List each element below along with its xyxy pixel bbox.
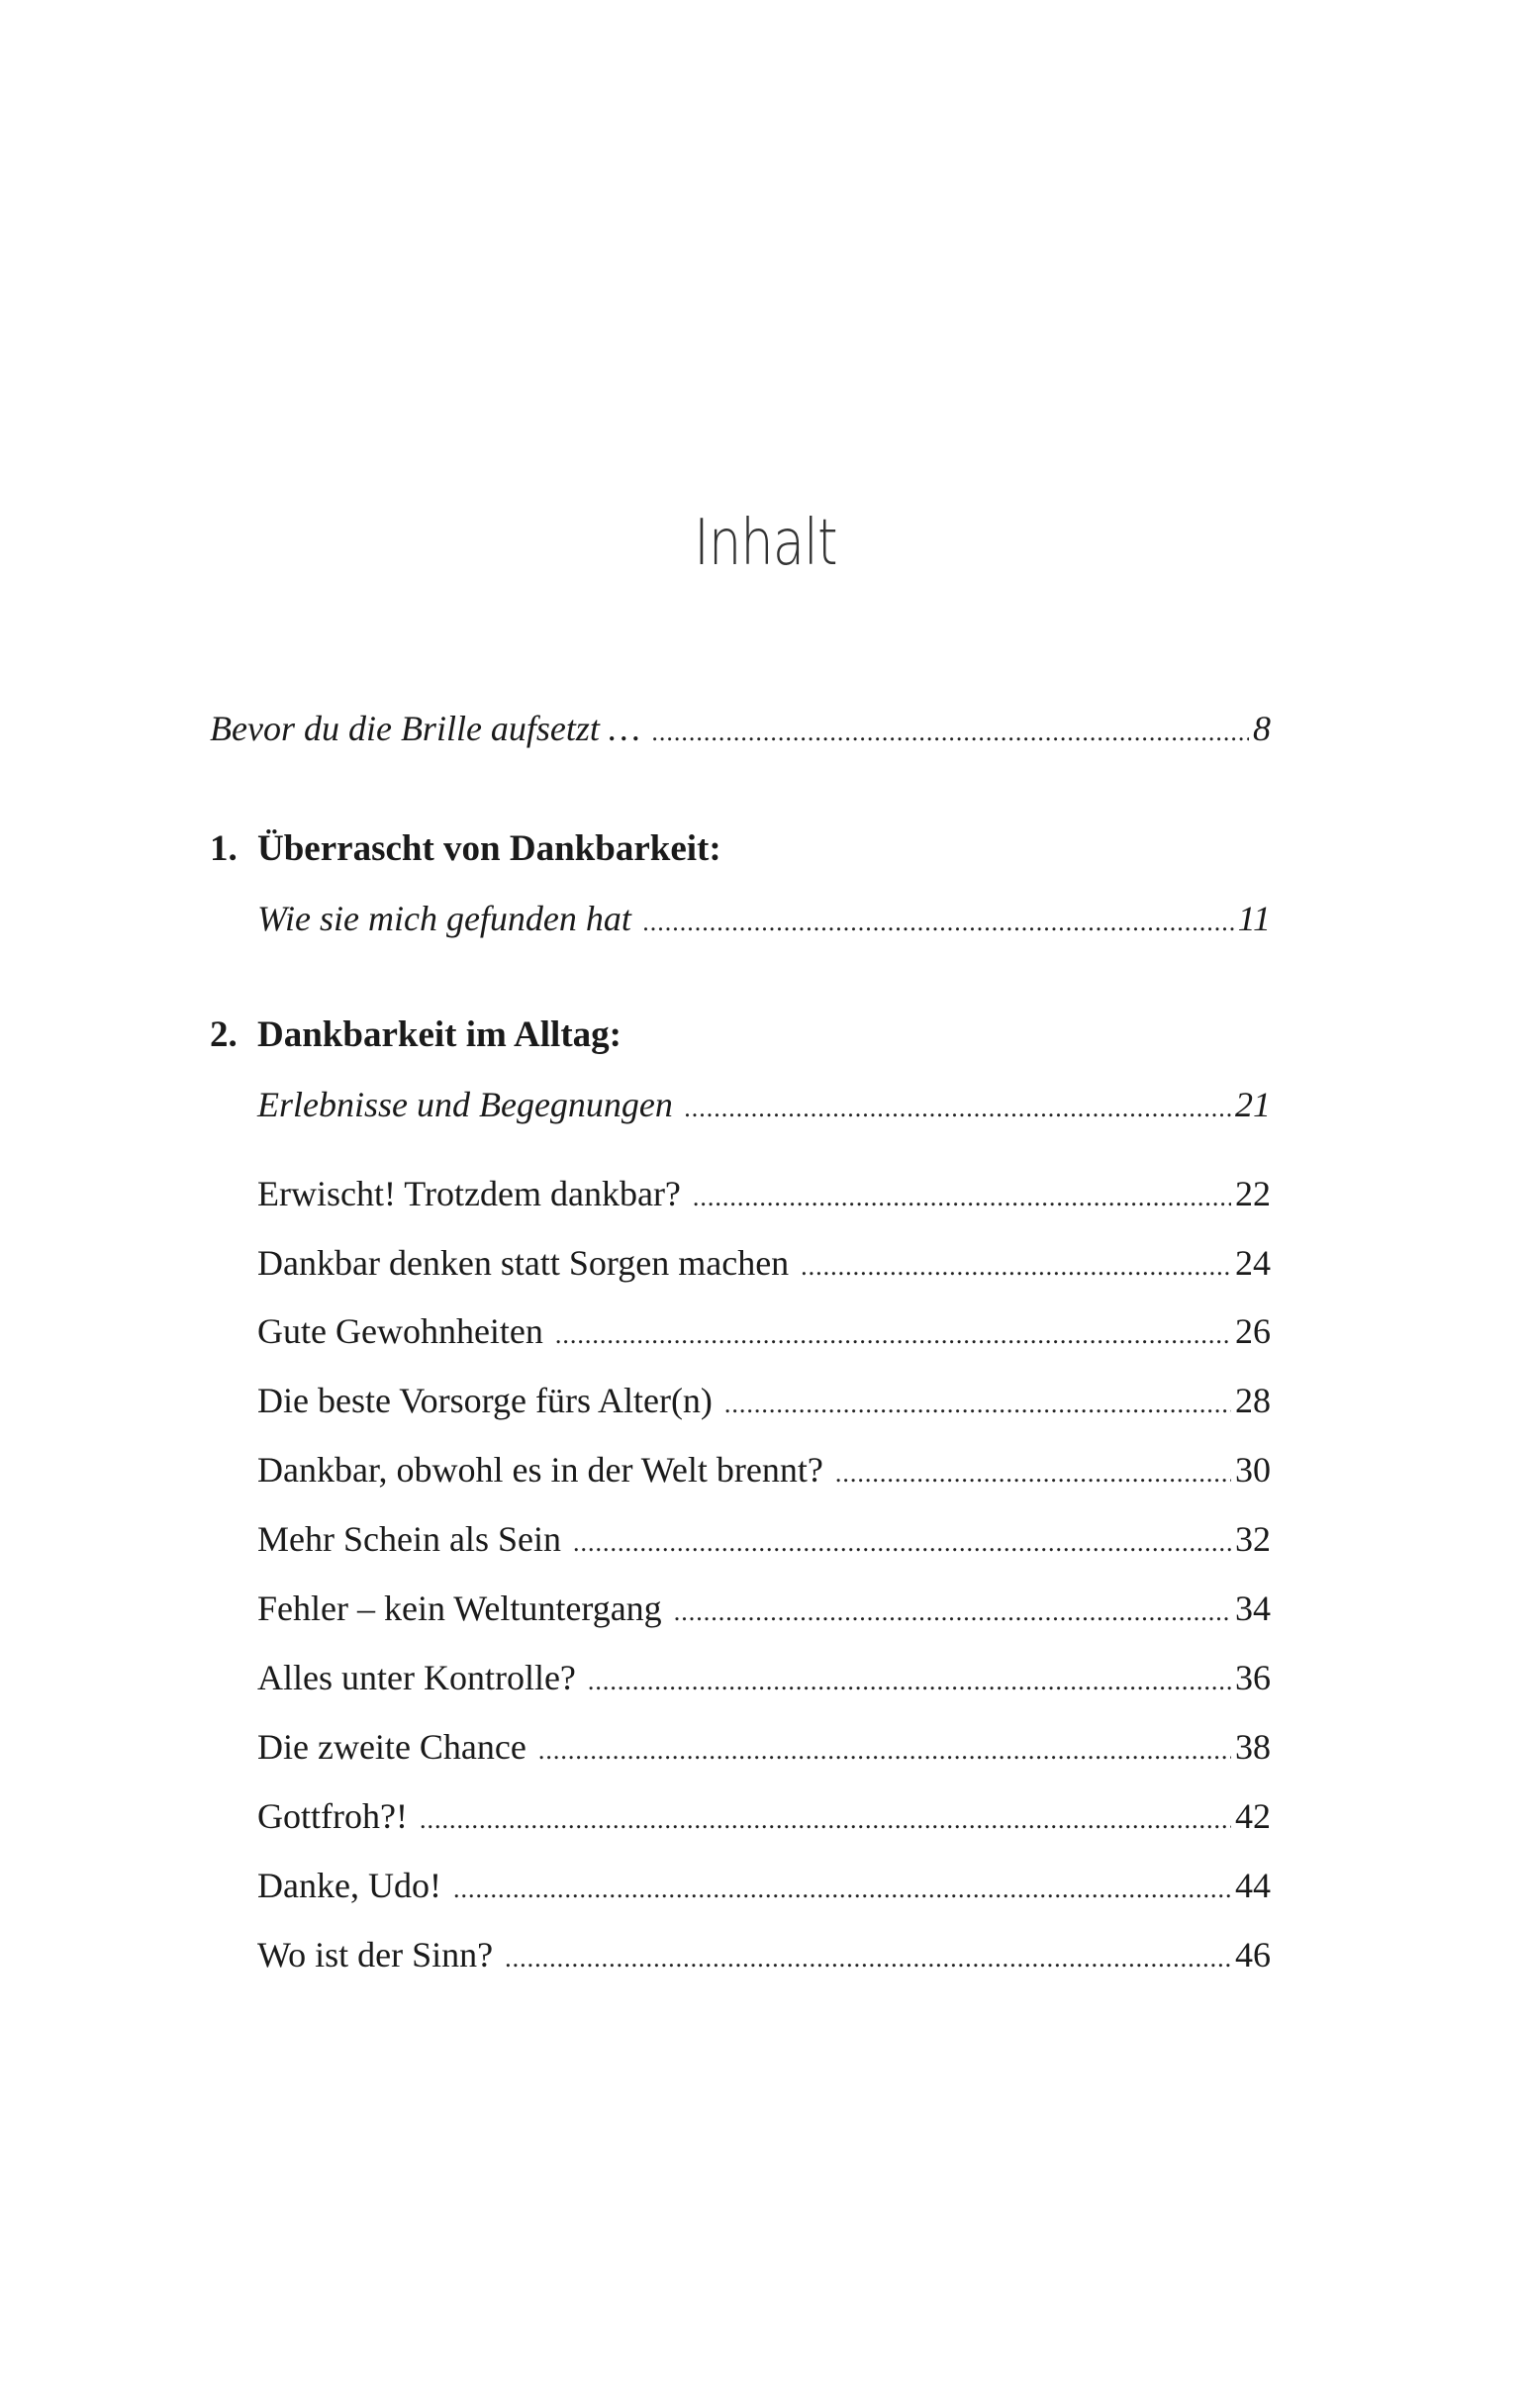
toc-entry[interactable] (257, 1587, 1271, 1634)
toc-page-number: 30 (1235, 1450, 1271, 1490)
chapter-number: 1. (210, 828, 238, 869)
chapter-number: 2. (210, 1014, 238, 1055)
toc-entry-label: Erlebnisse und Begegnungen (257, 1085, 673, 1124)
toc-entry[interactable] (257, 1794, 1271, 1842)
toc-entry[interactable] (257, 1241, 1271, 1289)
toc-entry[interactable] (257, 1309, 1271, 1357)
toc-page-number: 24 (1235, 1243, 1271, 1283)
toc-entry-label: Mehr Schein als Sein (257, 1519, 561, 1559)
chapter-title: Überrascht von Dankbarkeit: (257, 828, 721, 869)
toc-entry-label: Dankbar denken statt Sorgen machen (257, 1243, 790, 1283)
dot-leader (835, 1452, 1231, 1495)
toc-entry[interactable] (257, 1172, 1271, 1219)
toc-entry[interactable] (257, 1933, 1271, 1980)
toc-page-number: 36 (1235, 1658, 1271, 1697)
toc-entry[interactable] (257, 1725, 1271, 1773)
toc-page-number: 8 (1253, 709, 1271, 748)
chapter-1-heading (210, 827, 1271, 871)
toc-entry-label: Bevor du die Brille aufsetzt … (210, 709, 640, 748)
toc-page-number: 26 (1235, 1311, 1271, 1351)
toc-entry-prologue[interactable] (210, 707, 1271, 754)
toc-entry-label: Wie sie mich gefunden hat (257, 899, 631, 938)
toc-entry-label: Alles unter Kontrolle? (257, 1658, 576, 1697)
toc-page-number: 21 (1235, 1085, 1271, 1124)
dot-leader (573, 1521, 1231, 1565)
dot-leader (643, 901, 1234, 944)
toc-page-number: 44 (1235, 1866, 1271, 1905)
toc-entry-label: Wo ist der Sinn? (257, 1935, 494, 1975)
toc-entry-label: Gottfroh?! (257, 1796, 408, 1836)
toc-entry-label: Die zweite Chance (257, 1727, 526, 1767)
dot-leader (538, 1729, 1231, 1773)
toc-page-number: 34 (1235, 1589, 1271, 1628)
dot-leader (588, 1660, 1231, 1703)
dot-leader (724, 1383, 1231, 1426)
dot-leader (674, 1590, 1231, 1634)
toc-entry-label: Danke, Udo! (257, 1866, 441, 1905)
toc-page-number: 46 (1235, 1935, 1271, 1975)
page-title: Inhalt (694, 507, 837, 580)
chapter-title: Dankbarkeit im Alltag: (257, 1014, 622, 1055)
toc-page-number: 32 (1235, 1519, 1271, 1559)
toc-entry-label: Gute Gewohnheiten (257, 1311, 543, 1351)
dot-leader (801, 1245, 1231, 1289)
toc-entry-label: Fehler – kein Weltuntergang (257, 1589, 662, 1628)
toc-entry-chapter-1[interactable] (257, 897, 1271, 944)
toc-entry[interactable] (257, 1864, 1271, 1911)
toc-page-number: 38 (1235, 1727, 1271, 1767)
dot-leader (693, 1176, 1231, 1219)
dot-leader (505, 1937, 1231, 1980)
toc-page-number: 28 (1235, 1381, 1271, 1420)
dot-leader (685, 1087, 1231, 1130)
toc-page-number: 11 (1237, 899, 1271, 938)
chapter-2-heading (210, 1013, 1271, 1057)
toc-entry-label: Dankbar, obwohl es in der Welt brennt? (257, 1450, 823, 1490)
toc-page-number: 42 (1235, 1796, 1271, 1836)
toc-entry[interactable] (257, 1656, 1271, 1703)
dot-leader (555, 1313, 1231, 1357)
toc-entry-label: Die beste Vorsorge fürs Alter(n) (257, 1381, 713, 1420)
toc-entry[interactable] (257, 1517, 1271, 1565)
toc-entry-chapter-2[interactable] (257, 1083, 1271, 1130)
toc-entry-label: Erwischt! Trotzdem dankbar? (257, 1174, 681, 1213)
toc-entry[interactable] (257, 1379, 1271, 1426)
dot-leader (453, 1868, 1231, 1911)
toc-page-number: 22 (1235, 1174, 1271, 1213)
dot-leader (652, 711, 1249, 754)
dot-leader (420, 1798, 1231, 1842)
toc-entry[interactable] (257, 1448, 1271, 1495)
